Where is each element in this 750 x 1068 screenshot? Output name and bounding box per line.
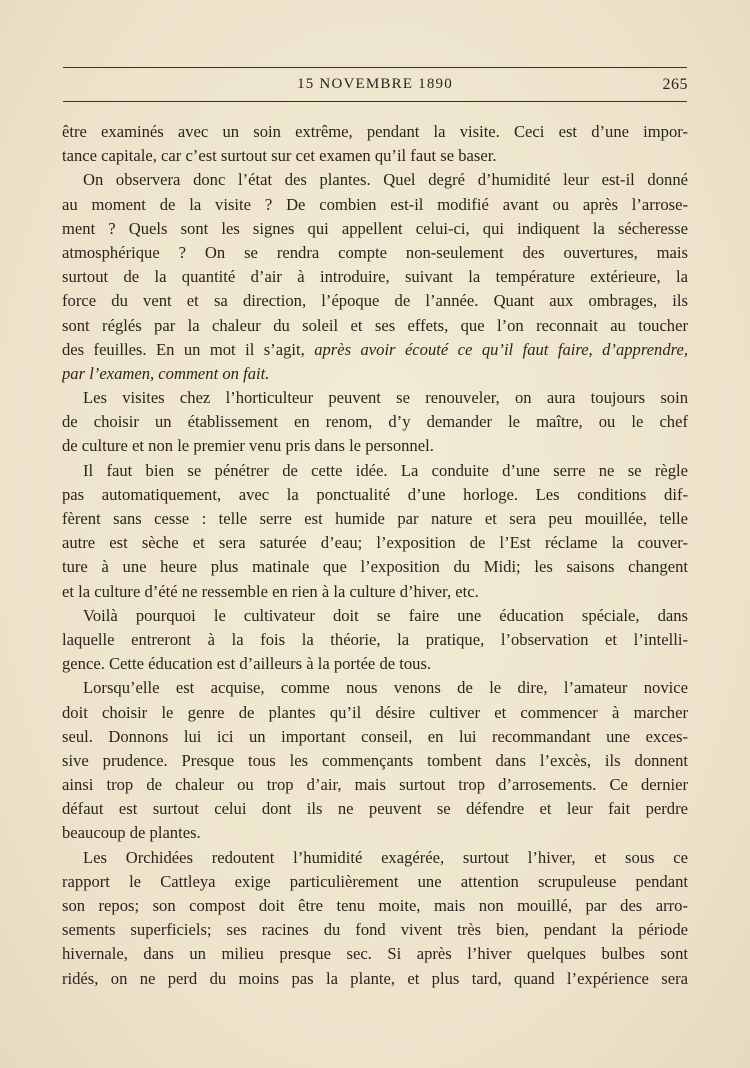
text-line-roman: son repos; son compost doit être tenu moite, mais non mouillé, par des arro-	[62, 896, 688, 915]
text-line	[62, 193, 688, 217]
text-line-roman: de choisir un établissement en renom, d’y demander le maître, ou le chef	[62, 412, 688, 432]
text-line-roman: rapport le Cattleya exige particulièrement une attention scrupuleuse pendant	[62, 871, 688, 891]
text-line	[62, 168, 688, 192]
page-number: 265	[662, 76, 688, 93]
text-line	[62, 120, 688, 144]
text-line	[62, 434, 688, 458]
text-line-roman: pas automatiquement, avec la ponctualité d’une horloge. Les conditions dif-	[62, 484, 688, 504]
text-line-roman: hivernale, dans un milieu presque sec. Si après l’hiver quelques bulbes sont	[62, 944, 688, 964]
text-line	[62, 483, 688, 507]
text-line	[62, 918, 688, 942]
text-line	[62, 580, 688, 604]
text-line-roman: ment ? Quels sont les signes qui appellent celui-ci, qui indiquent la sécheresse	[62, 218, 688, 238]
text-line-roman: atmosphérique ? On se rendra compte non-seulement des ouvertures, mais	[62, 242, 688, 262]
text-line-roman: Voilà pourquoi le cultivateur doit se faire une éducation spéciale, dans	[83, 605, 688, 625]
text-line	[62, 314, 688, 338]
text-line-roman: autre est sèche et sera saturée d’eau; l’exposition de l’Est réclame la couver-	[62, 533, 688, 553]
text-line	[62, 967, 688, 991]
text-line	[62, 894, 688, 918]
text-line	[62, 676, 688, 700]
text-line	[62, 797, 688, 821]
text-line-roman: sont réglés par la chaleur du soleil et ses effets, que l’on reconnait au toucher	[62, 315, 688, 335]
text-line-roman: de culture et non le premier venu pris dans le personnel.	[62, 436, 434, 456]
text-line-roman: force du vent et sa direction, l’époque de l’année. Quant aux ombrages, ils	[62, 291, 688, 311]
text-line	[62, 217, 688, 241]
text-line	[62, 386, 688, 410]
text-line-roman: gence. Cette éducation est d’ailleurs à la portée de tous.	[62, 654, 432, 674]
text-line	[62, 821, 688, 845]
header-rule-bottom	[63, 101, 687, 102]
header-rule-top	[63, 67, 687, 68]
text-line	[62, 725, 688, 749]
text-line-roman: seul. Donnons lui ici un important conseil, en lui recommandant une exces-	[62, 726, 688, 746]
text-line-roman: et la culture d’été ne ressemble en rien à la culture d’hiver, etc.	[62, 581, 479, 601]
text-line	[62, 773, 688, 797]
text-line-roman: Les Orchidées redoutent l’humidité exagérée, surtout l’hiver, et sous ce	[83, 847, 688, 867]
text-line	[62, 265, 688, 289]
text-line	[62, 144, 688, 168]
text-line	[62, 338, 688, 362]
text-line-roman: tance capitale, car c’est surtout sur cet examen qu’il faut se baser.	[62, 146, 497, 166]
text-line-roman: doit choisir le genre de plantes qu’il désire cultiver et commencer à marcher	[62, 702, 688, 722]
text-line-roman: beaucoup de plantes.	[62, 823, 201, 843]
text-line-roman: des feuilles. En un mot il s’agit,	[62, 339, 305, 359]
text-line-roman: On observera donc l’état des plantes. Quel degré d’humidité leur est-il donné	[83, 170, 688, 190]
text-line	[62, 942, 688, 966]
text-line-roman: ainsi trop de chaleur ou trop d’air, mais surtout trop d’arrosements. Ce dernier	[62, 775, 688, 795]
text-line-roman: défaut est surtout celui dont ils ne peuvent se défendre et leur fait perdre	[62, 799, 688, 819]
text-line	[62, 241, 688, 265]
text-line-roman: ridés, on ne perd du moins pas la plante, et plus tard, quand l’expérience sera	[62, 968, 688, 988]
text-line	[62, 362, 688, 386]
text-line-italic: après avoir écouté ce qu’il faut faire, d’apprendre,	[314, 339, 688, 359]
text-line	[62, 604, 688, 628]
text-line	[62, 628, 688, 652]
text-line-roman: sive prudence. Presque tous les commençants tombent dans l’excès, ils donnent	[62, 750, 688, 770]
text-line	[62, 846, 688, 870]
text-line	[62, 531, 688, 555]
text-line-roman: Il faut bien se pénétrer de cette idée. La conduite d’une serre ne se règle	[83, 460, 688, 480]
text-line-roman: surtout de la quantité d’air à introduire, suivant la température extérieure, la	[62, 267, 688, 287]
text-line-roman: Les visites chez l’horticulteur peuvent se renouveler, on aura toujours soin	[83, 388, 688, 408]
text-line-roman: Lorsqu’elle est acquise, comme nous venons de le dire, l’amateur novice	[83, 678, 688, 698]
text-line	[62, 701, 688, 725]
body-text	[62, 120, 688, 991]
text-line	[62, 507, 688, 531]
text-line-italic: par l’examen, comment on fait.	[62, 363, 270, 383]
text-line	[62, 749, 688, 773]
running-header-date: 15 NOVEMBRE 1890	[297, 76, 453, 92]
text-line-roman: fèrent sans cesse : telle serre est humide par nature et sera peu mouillée, telle	[62, 509, 688, 528]
text-line-roman: sements superficiels; ses racines du fond vivent très bien, pendant la période	[62, 920, 688, 940]
text-line	[62, 652, 688, 676]
text-line-roman: ture à une heure plus matinale que l’exposition du Midi; les saisons changent	[62, 557, 688, 577]
text-line	[62, 410, 688, 434]
text-line-roman: être examinés avec un soin extrême, pendant la visite. Ceci est d’une impor-	[62, 122, 688, 141]
text-line	[62, 289, 688, 313]
text-line	[62, 870, 688, 894]
text-line	[62, 459, 688, 483]
text-line-roman: au moment de la visite ? De combien est-il modifié avant ou après l’arrose-	[62, 194, 688, 214]
text-line-roman: laquelle entreront à la fois la théorie, la pratique, l’observation et l’intelli-	[62, 629, 688, 649]
text-line	[62, 555, 688, 579]
